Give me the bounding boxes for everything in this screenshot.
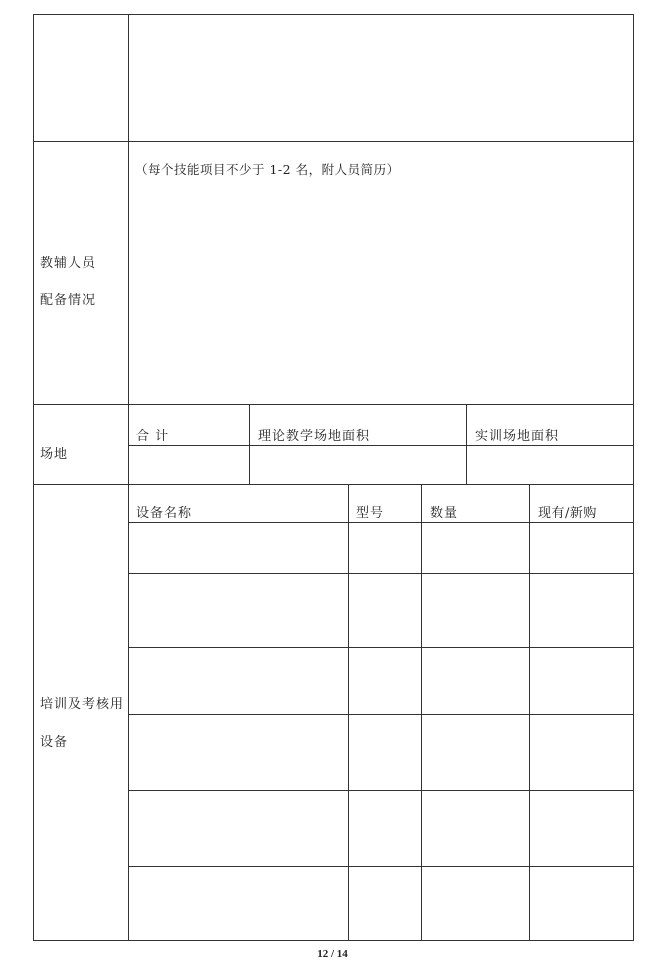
table-left-border	[33, 14, 34, 941]
page-number: 12 / 14	[317, 948, 348, 960]
equipment-row-divider	[128, 866, 633, 867]
equipment-column-divider	[421, 484, 422, 941]
equipment-label-line2: 设备	[40, 735, 69, 750]
equipment-header-quantity: 数量	[430, 506, 459, 521]
site-label: 场地	[40, 447, 69, 462]
site-header-theory-area: 理论教学场地面积	[258, 429, 371, 444]
label-column-divider	[128, 14, 129, 941]
table-right-border	[633, 14, 634, 941]
site-column-divider	[466, 404, 467, 485]
equipment-header-name: 设备名称	[136, 506, 193, 521]
equipment-row-divider	[128, 790, 633, 791]
staff-label-line1: 教辅人员	[40, 256, 97, 271]
site-column-divider	[249, 404, 250, 485]
table-bottom-border	[33, 940, 633, 941]
table-top-border	[33, 14, 633, 15]
row-divider	[33, 404, 633, 405]
equipment-row-divider	[128, 573, 633, 574]
equipment-column-divider	[348, 484, 349, 941]
equipment-column-divider	[529, 484, 530, 941]
row-divider	[33, 484, 633, 485]
site-header-divider	[128, 445, 633, 446]
staff-note: （每个技能项目不少于 1-2 名，附人员简历）	[135, 162, 400, 177]
site-header-total: 合 计	[136, 429, 170, 444]
row-divider	[33, 141, 633, 142]
equipment-label-line1: 培训及考核用	[40, 697, 125, 712]
equipment-header-model: 型号	[356, 506, 385, 521]
equipment-row-divider	[128, 647, 633, 648]
equipment-header-divider	[128, 522, 633, 523]
equipment-row-divider	[128, 714, 633, 715]
site-header-practice-area: 实训场地面积	[475, 429, 560, 444]
equipment-header-status: 现有/新购	[538, 506, 597, 521]
staff-label-line2: 配备情况	[40, 293, 97, 308]
